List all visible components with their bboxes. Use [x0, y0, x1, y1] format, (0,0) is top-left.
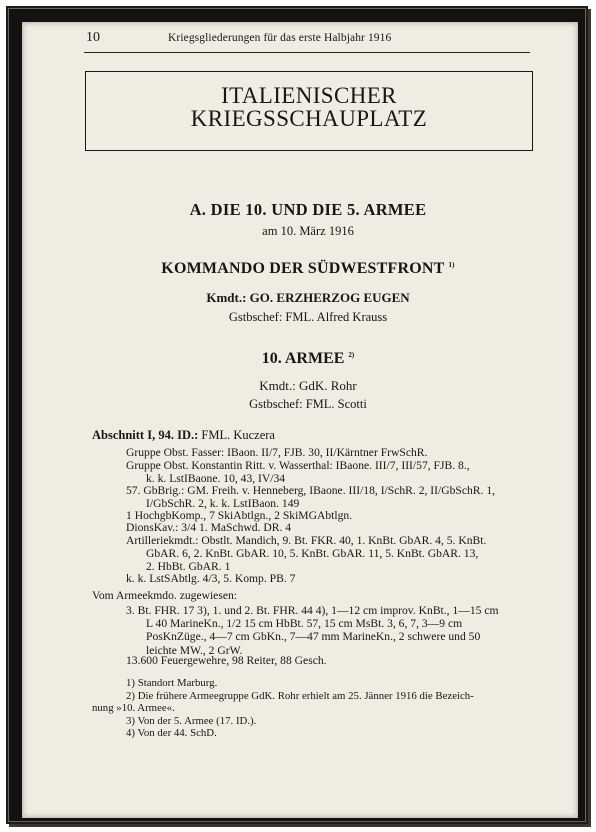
assigned-line: PosKnZüge., 4—7 cm GbKn., 7—47 mm MarineKn., 2 schwere und 50	[146, 630, 481, 644]
unit-line: 1 HochgbKomp., 7 SkiAbtlgn., 2 SkiMGAbtlgn.	[126, 509, 353, 522]
unit-line: 57. GbBrig.: GM. Freih. v. Henneberg, IBaone. III/18, I/SchR. 2, II/GbSchR. 1,	[126, 484, 496, 497]
command-kmdt	[84, 290, 532, 306]
unit-line: Gruppe Obst. Konstantin Ritt. v. Wasserthal: IBaone. III/7, III/57, FJB. 8.,	[126, 459, 470, 473]
unit-list	[126, 534, 536, 574]
footnote: 4) Von der 44. SchD.	[126, 727, 217, 739]
assigned-line: 3. Bt. FHR. 17 3), 1. und 2. Bt. FHR. 44 4), 1—12 cm improv. KnBt., 1—15 cm	[126, 604, 499, 617]
unit-line: k. k. LstSAbtlg. 4/3, 5. Komp. PB. 7	[126, 572, 296, 585]
page-number: 10	[86, 30, 100, 45]
armee-footnote-ref: 2)	[348, 351, 355, 359]
unit-line: Artilleriekmdt.: Obstlt. Mandich, 9. Bt. FKR. 40, 1. KnBt. GbAR. 4, 5. KnBt.	[126, 534, 487, 547]
command-heading-text: KOMMANDO DER SÜDWESTFRONT	[161, 260, 445, 277]
footnote: nung »10. Armee«.	[92, 702, 175, 714]
title-line-1: ITALIENISCHER	[221, 83, 397, 108]
unit-list	[126, 484, 536, 510]
assigned-line: L 40 MarineKn., 1/2 15 cm HbBt. 57, 15 cm MsBt. 3, 6, 7, 3—9 cm	[146, 617, 463, 631]
unit-line: I/GbSchR. 2, k. k. LstIBaon. 149	[146, 497, 300, 511]
unit-line: DionsKav.: 3/4 1. MaSchwd. DR. 4	[126, 521, 292, 534]
assigned-line: leichte MW., 2 GrW.	[146, 643, 243, 657]
command-heading	[84, 260, 532, 278]
section-label: Abschnitt I, 94. ID.:	[92, 428, 199, 442]
footnotes	[92, 677, 536, 740]
footnote: 1) Standort Marburg.	[126, 677, 218, 689]
unit-list	[126, 446, 536, 486]
assigned-heading: Vom Armeekmdo. zugewiesen:	[92, 589, 237, 602]
title-line-2: KRIEGSSCHAUPLATZ	[190, 106, 428, 131]
armee-kmdt: Kmdt.: GdK. Rohr	[259, 378, 357, 393]
unit-line: 2. HbBt. GbAR. 1	[146, 560, 231, 574]
section-heading	[92, 428, 275, 443]
armee-heading-text: 10. ARMEE	[261, 350, 345, 367]
unit-line: Gruppe Obst. Fasser: IBaon. II/7, FJB. 30, II/Kärntner FrwSchR.	[126, 446, 428, 459]
army-heading: A. DIE 10. UND DIE 5. ARMEE	[189, 200, 427, 219]
unit-list	[126, 521, 536, 534]
command-gstbschef: Gstbschef: FML. Alfred Krauss	[228, 310, 388, 324]
unit-line: GbAR. 6, 2. KnBt. GbAR. 10, 5. KnBt. GbAR. 11, 5. KnBt. GbAR. 13,	[146, 547, 479, 561]
footnote: 2) Die frühere Armeegruppe GdK. Rohr erhielt am 25. Jänner 1916 die Bezeich-	[126, 689, 474, 702]
armee-heading	[84, 350, 532, 368]
unit-list	[126, 572, 536, 585]
header-rule	[84, 52, 530, 53]
totals	[126, 654, 536, 667]
totals-line: 13.600 Feuergewehre, 98 Reiter, 88 Gesch.	[126, 654, 327, 667]
assigned-list	[126, 604, 536, 657]
footnote: 3) Von der 5. Armee (17. ID.).	[126, 714, 257, 727]
title-box	[85, 71, 533, 151]
running-title: Kriegsgliederungen für das erste Halbjahr 1916	[168, 32, 392, 44]
command-footnote-ref: 1)	[448, 261, 455, 269]
command-kmdt-name: GO. ERZHERZOG EUGEN	[249, 290, 410, 305]
command-kmdt-label: Kmdt.:	[206, 290, 247, 305]
armee-gstbschef: Gstbschef: FML. Scotti	[249, 397, 367, 411]
section-commander: FML. Kuczera	[201, 428, 275, 442]
army-date: am 10. März 1916	[262, 224, 354, 238]
unit-line: k. k. LstIBaone. 10, 43, IV/34	[146, 472, 286, 486]
